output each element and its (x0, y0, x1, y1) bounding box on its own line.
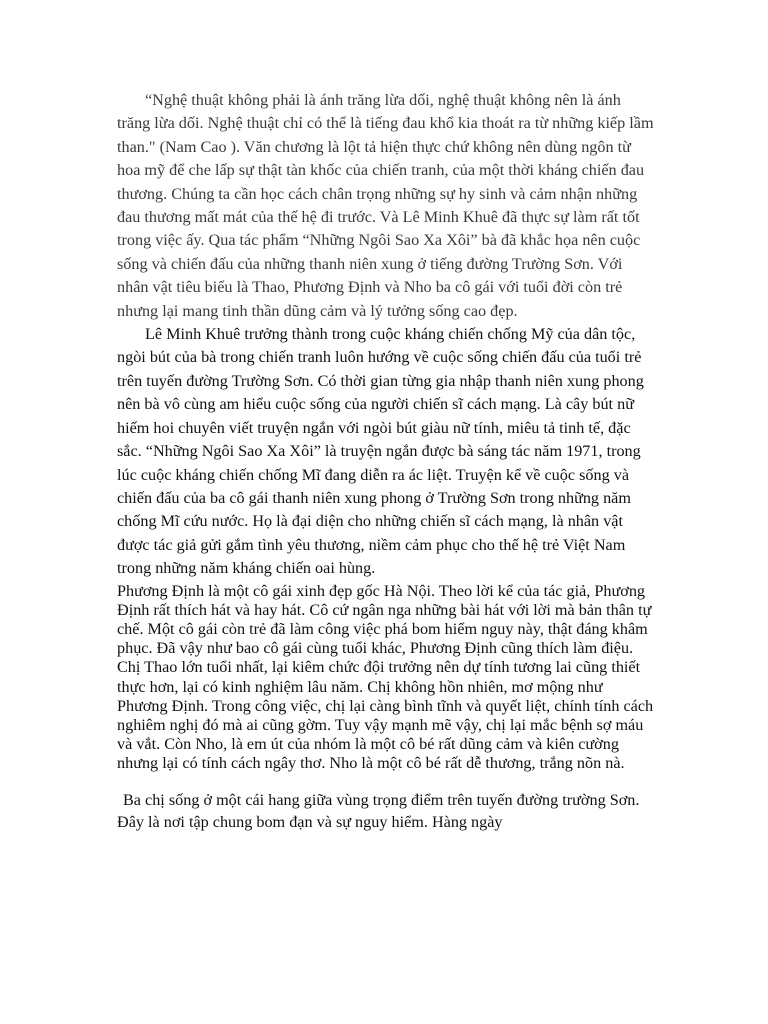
paragraph-author: Lê Minh Khuê trưởng thành trong cuộc kháng chiến chống Mỹ của dân tộc, ngòi bút của bà trong chiến tranh luôn hướng về cuộc sống chiến đấu của tuổi trẻ trên tuyến đường Trường Sơn. Có thời gian từng gia nhập thanh niên xung phong nên bà vô cùng am hiểu cuộc sống của người chiến sĩ cách mạng. Là cây bút nữ hiếm hoi chuyên viết truyện ngắn với ngòi bút giàu nữ tính, miêu tả tinh tế, đặc sắc. “Những Ngôi Sao Xa Xôi” là truyện ngắn được bà sáng tác năm 1971, trong lúc cuộc kháng chiến chống Mĩ đang diễn ra ác liệt. Truyện kể về cuộc sống và chiến đấu của ba cô gái thanh niên xung phong ở Trường Sơn trong những năm chống Mĩ cứu nước. Họ là đại diện cho những chiến sĩ cách mạng, là nhân vật được tác giả gửi gắm tình yêu thương, niềm cảm phục cho thế hệ trẻ Việt Nam trong những năm kháng chiến oai hùng. (117, 325, 644, 578)
paragraph-setting: Ba chị sống ở một cái hang giữa vùng trọng điểm trên tuyến đường trường Sơn. Đây là nơi tập chung bom đạn và sự nguy hiểm. Hàng ngày (117, 790, 640, 831)
paragraph-intro: “Nghệ thuật không phải là ánh trăng lừa dối, nghệ thuật không nên là ánh trăng lừa dối. Nghệ thuật chỉ có thể là tiếng đau khổ kia thoát ra từ những kiếp lầm than." (Nam Cao ). Văn chương là lột tả hiện thực chứ không nên dùng ngôn từ hoa mỹ để che lấp sự thật tàn khốc của chiến tranh, của một thời kháng chiến đau thương. Chúng ta cần học cách chân trọng những sự hy sinh và cảm nhận những đau thương mất mát của thế hệ đi trước. Và Lê Minh Khuê đã thực sự làm rất tốt trong việc ấy. Qua tác phẩm “Những Ngôi Sao Xa Xôi” bà đã khắc họa nên cuộc sống và chiến đấu của những thanh niên xung ở tiếng đường Trường Sơn. Với nhân vật tiêu biểu là Thao, Phương Định và Nho ba cô gái với tuổi đời còn trẻ nhưng lại mang tinh thần dũng cảm và lý tưởng sống cao đẹp. (117, 91, 654, 320)
document-page (117, 89, 657, 833)
paragraph-characters: Phương Định là một cô gái xinh đẹp gốc Hà Nội. Theo lời kể của tác giả, Phương Định rất thích hát và hay hát. Cô cứ ngân nga những bài hát với lời mà bản thân tự chế. Một cô gái còn trẻ đã làm công việc phá bom hiểm nguy này, thật đáng khâm phục. Đã vậy như bao cô gái cùng tuổi khác, Phương Định cũng thích làm điệu. Chị Thao lớn tuổi nhất, lại kiêm chức đội trưởng nên dự tính tương lai cũng thiết thực hơn, lại có kinh nghiệm lâu năm. Chị không hồn nhiên, mơ mộng như Phương Định. Trong công việc, chị lại càng bình tĩnh và quyết liệt, chính tính cách nghiêm nghị đó mà ai cũng gờm. Tuy vậy mạnh mẽ vậy, chị lại mắc bệnh sợ máu và vắt. Còn Nho, là em út của nhóm là một cô bé rất dũng cảm và kiên cường nhưng lại có tính cách ngây thơ. Nho là một cô bé rất dễ thương, trắng nõn nà. (117, 581, 654, 773)
